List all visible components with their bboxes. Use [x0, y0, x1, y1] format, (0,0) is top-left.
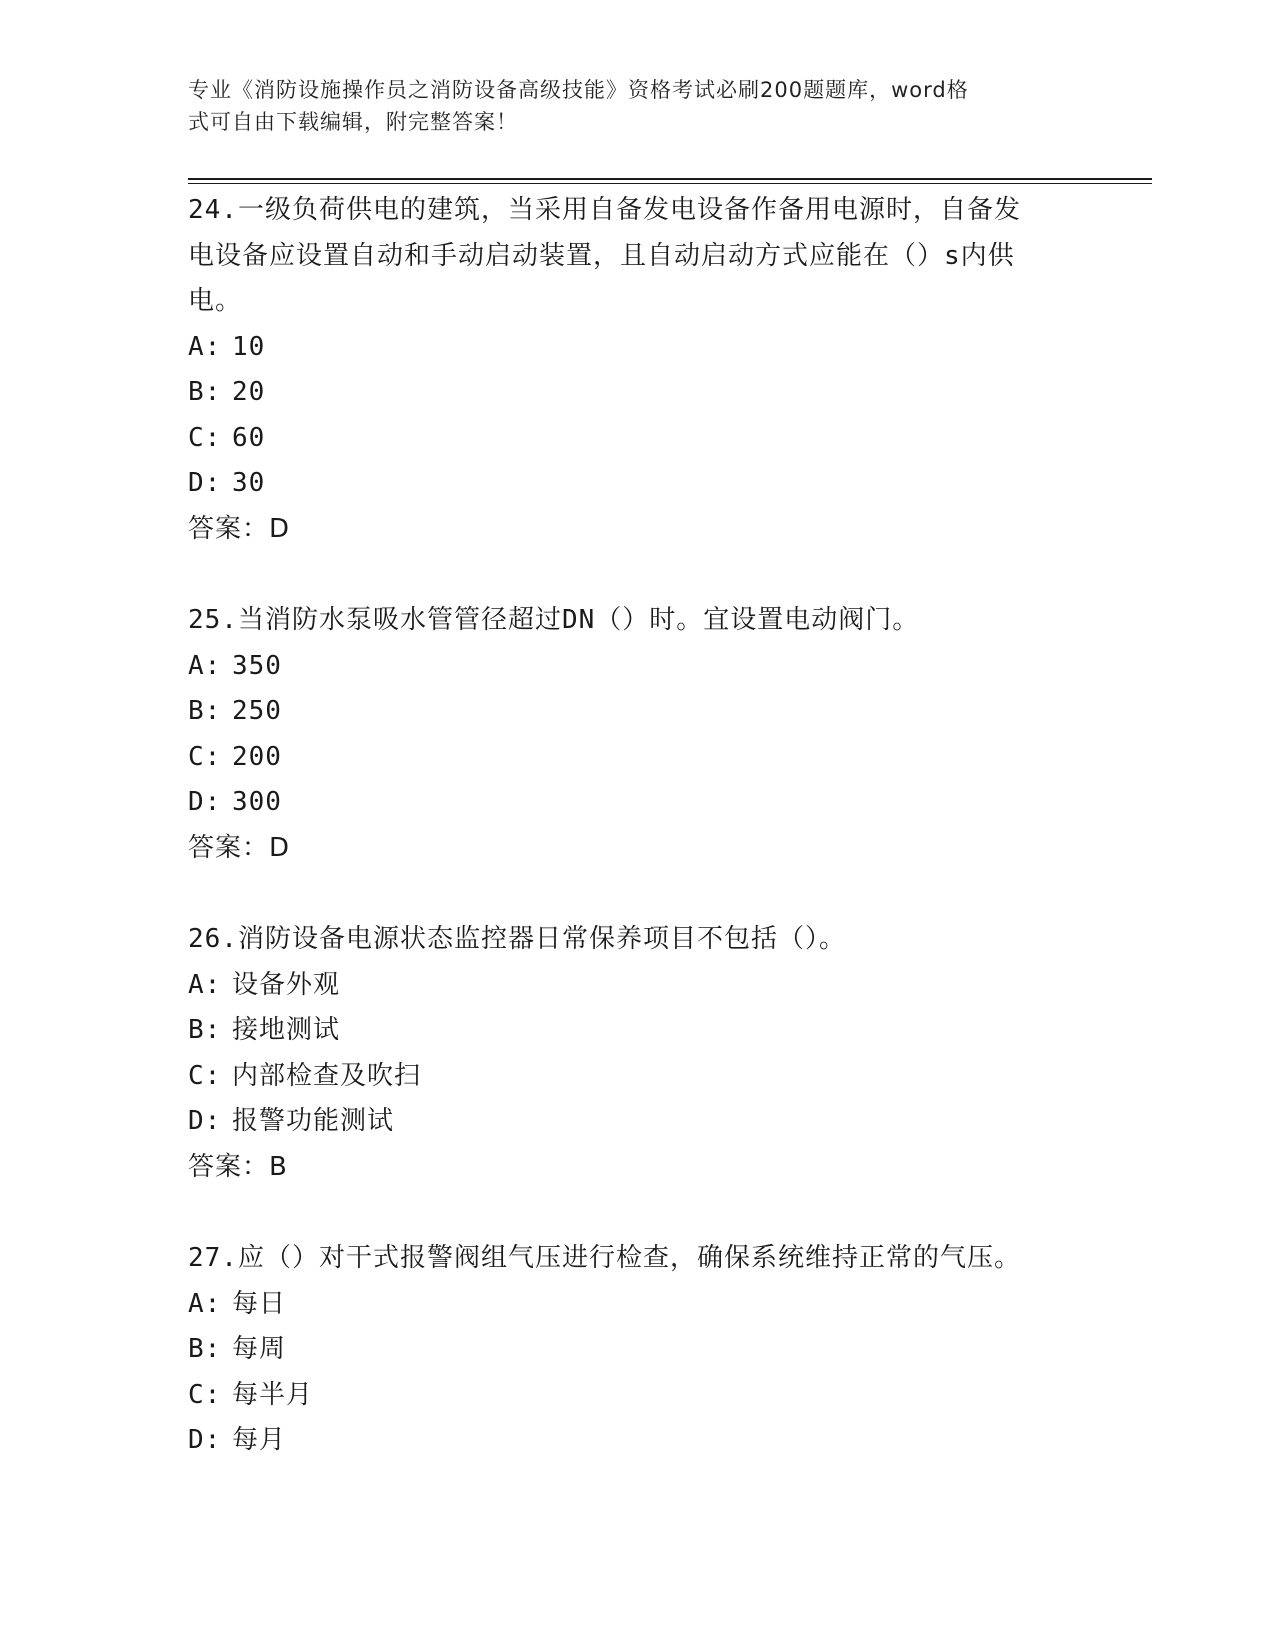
option-text: 每周	[232, 1334, 287, 1364]
option-c	[188, 735, 1088, 781]
option-c	[188, 1373, 1088, 1419]
option-text: 20	[232, 377, 266, 407]
header-divider	[188, 178, 1152, 184]
option-text: 60	[232, 422, 266, 453]
option-b	[188, 1327, 1088, 1373]
option-text: 报警功能测试	[232, 1106, 395, 1136]
option-label: A:	[188, 969, 222, 1000]
option-text: 每月	[232, 1425, 287, 1455]
answer-line: 答案：D	[188, 832, 291, 863]
question-24	[188, 188, 1088, 552]
option-text: 200	[232, 741, 282, 772]
header-line-1: 专业《消防设施操作员之消防设备高级技能》资格考试必刷200题题库，word格	[188, 78, 969, 102]
option-d	[188, 461, 1088, 507]
option-b	[188, 1008, 1088, 1054]
question-list	[188, 188, 1088, 1464]
option-label: B:	[188, 696, 222, 726]
option-text: 250	[232, 696, 282, 726]
option-c	[188, 416, 1088, 462]
question-stem-line: 电设备应设置自动和手动启动装置，且自动启动方式应能在（）s内供	[188, 240, 1015, 271]
option-c	[188, 1054, 1088, 1100]
option-label: A:	[188, 1288, 222, 1319]
option-a	[188, 644, 1088, 690]
option-label: D:	[188, 1106, 222, 1136]
option-text: 每日	[232, 1288, 287, 1319]
option-a	[188, 963, 1088, 1009]
option-text: 350	[232, 650, 282, 681]
option-label: C:	[188, 1060, 222, 1091]
option-label: A:	[188, 331, 222, 362]
option-text: 30	[232, 468, 266, 498]
option-text: 设备外观	[232, 969, 341, 1000]
question-spacer	[188, 871, 1088, 917]
option-text: 接地测试	[232, 1015, 341, 1045]
option-label: D:	[188, 1425, 222, 1455]
document-header	[188, 74, 1088, 138]
option-label: A:	[188, 650, 222, 681]
option-text: 300	[232, 787, 282, 817]
option-text: 10	[232, 331, 266, 362]
question-26	[188, 917, 1088, 1190]
option-d	[188, 780, 1088, 826]
question-stem-line: 25.当消防水泵吸水管管径超过DN（）时。宜设置电动阀门。	[188, 605, 920, 635]
question-spacer	[188, 552, 1088, 598]
question-spacer	[188, 1190, 1088, 1236]
answer-line: 答案：B	[188, 1151, 288, 1182]
header-line-2: 式可自由下载编辑，附完整答案！	[188, 110, 518, 134]
option-d	[188, 1418, 1088, 1464]
option-label: D:	[188, 468, 222, 498]
option-a	[188, 325, 1088, 371]
option-label: B:	[188, 377, 222, 407]
answer-line: 答案：D	[188, 513, 291, 544]
option-label: C:	[188, 741, 222, 772]
option-d	[188, 1099, 1088, 1145]
option-text: 每半月	[232, 1379, 314, 1410]
option-label: C:	[188, 422, 222, 453]
option-label: B:	[188, 1015, 222, 1045]
question-27	[188, 1236, 1088, 1464]
question-stem-line: 24.一级负荷供电的建筑，当采用自备发电设备作备用电源时，自备发	[188, 195, 1021, 225]
question-stem-line: 电。	[188, 286, 243, 316]
option-label: D:	[188, 787, 222, 817]
option-b	[188, 689, 1088, 735]
question-stem-line: 26.消防设备电源状态监控器日常保养项目不包括（）。	[188, 924, 846, 954]
option-text: 内部检查及吹扫	[232, 1060, 422, 1091]
question-stem-line: 27.应（）对干式报警阀组气压进行检查，确保系统维持正常的气压。	[188, 1243, 1021, 1273]
option-label: C:	[188, 1379, 222, 1410]
question-25	[188, 598, 1088, 871]
option-a	[188, 1282, 1088, 1328]
option-label: B:	[188, 1334, 222, 1364]
option-b	[188, 370, 1088, 416]
